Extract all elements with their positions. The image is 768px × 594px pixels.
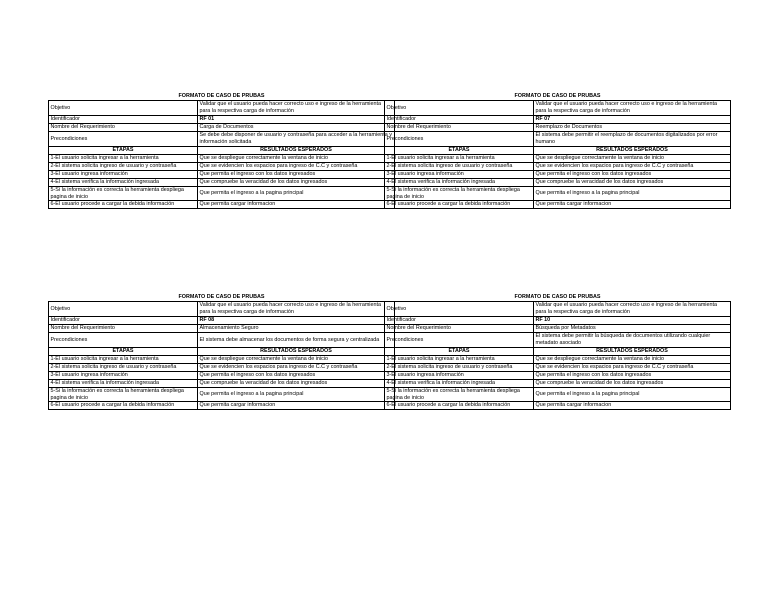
test-case-card <box>48 93 394 209</box>
expected-result-text: Que permita el ingreso a la pagina principal <box>198 187 395 201</box>
step-text: 1-El usuario solicita ingresar a la herramienta <box>385 155 534 163</box>
test-case-table <box>48 93 395 209</box>
expected-result-text: Que se despliegue correctamente la ventana de inicio <box>198 155 395 163</box>
expected-result-text: Que permita cargar informacion <box>198 201 395 209</box>
requirement-row <box>49 325 395 333</box>
objective-value: Validar que el usuario pueda hacer correcto uso e ingreso de la herramienta para la respectiva carga de información <box>198 101 395 116</box>
requirement-row <box>49 124 395 132</box>
column-header-row <box>49 147 395 155</box>
step-text: 4-El sistema verifica la información ingresada <box>385 380 534 388</box>
expected-result-text: Que se despliegue correctamente la ventana de inicio <box>198 356 395 364</box>
objective-value: Validar que el usuario pueda hacer correcto uso e ingreso de la herramienta para la respectiva carga de información <box>534 101 731 116</box>
expected-result-text: Que permita el ingreso a la pagina principal <box>534 187 731 201</box>
test-case-card <box>384 294 730 410</box>
preconditions-value: El sistema debe permitir el reemplazo de documentos digitalizados por error humano <box>534 132 731 147</box>
objective-value: Validar que el usuario pueda hacer correcto uso e ingreso de la herramienta para la respectiva carga de información <box>198 302 395 317</box>
results-header: RESULTADOS ESPERADOS <box>534 348 731 356</box>
test-case-table <box>48 294 395 410</box>
identifier-row <box>49 116 395 124</box>
step-text: 4-El sistema verifica la información ingresada <box>49 179 198 187</box>
identifier-label: Identificador <box>385 317 534 325</box>
expected-result-text: Que permita el ingreso con los datos ingresados <box>198 171 395 179</box>
step-row <box>385 187 731 201</box>
identifier-row <box>49 317 395 325</box>
steps-header: ETAPAS <box>385 147 534 155</box>
step-row <box>385 364 731 372</box>
objective-label: Objetivo <box>49 101 198 116</box>
card-title: FORMATO DE CASO DE PRUBAS <box>49 294 395 302</box>
identifier-value: RF 07 <box>534 116 731 124</box>
expected-result-text: Que compruebe la veracidad de los datos ingresados <box>534 179 731 187</box>
step-row <box>385 163 731 171</box>
objective-label: Objetivo <box>385 302 534 317</box>
step-row <box>385 402 731 410</box>
step-row <box>385 155 731 163</box>
step-row <box>49 163 395 171</box>
preconditions-row <box>385 132 731 147</box>
requirement-value: Reemplazo de Documentos <box>534 124 731 132</box>
step-row <box>385 201 731 209</box>
preconditions-row <box>385 333 731 348</box>
requirement-label: Nombre del Requerimiento <box>49 124 198 132</box>
column-header-row <box>385 147 731 155</box>
requirement-label: Nombre del Requerimiento <box>385 325 534 333</box>
test-case-table <box>384 93 731 209</box>
step-text: 5-Si la información es correcta la herramienta despliega pagina de inicio <box>385 187 534 201</box>
expected-result-text: Que se evidencien los espacios para ingreso de C.C y contraseña <box>198 364 395 372</box>
objective-row <box>49 101 395 116</box>
step-text: 4-El sistema verifica la información ingresada <box>49 380 198 388</box>
expected-result-text: Que permita el ingreso a la pagina principal <box>198 388 395 402</box>
step-text: 1-El usuario solicita ingresar a la herramienta <box>49 155 198 163</box>
preconditions-row <box>49 333 395 348</box>
step-text: 1-El usuario solicita ingresar a la herramienta <box>49 356 198 364</box>
test-case-table <box>384 294 731 410</box>
objective-row <box>385 101 731 116</box>
expected-result-text: Que se despliegue correctamente la ventana de inicio <box>534 356 731 364</box>
step-text: 3-El usuario ingresa información <box>385 372 534 380</box>
step-text: 2-El sistema solicita ingreso de usuario y contraseña <box>49 163 198 171</box>
expected-result-text: Que permita el ingreso con los datos ingresados <box>534 171 731 179</box>
objective-label: Objetivo <box>385 101 534 116</box>
step-row <box>385 372 731 380</box>
expected-result-text: Que permita el ingreso con los datos ingresados <box>534 372 731 380</box>
requirement-row <box>385 124 731 132</box>
requirement-row <box>385 325 731 333</box>
steps-header: ETAPAS <box>385 348 534 356</box>
requirement-value: Almacenamiento Seguro <box>198 325 395 333</box>
card-title: FORMATO DE CASO DE PRUBAS <box>385 294 731 302</box>
requirement-label: Nombre del Requerimiento <box>49 325 198 333</box>
test-case-card <box>48 294 394 410</box>
identifier-value: RF 08 <box>198 317 395 325</box>
expected-result-text: Que permita el ingreso a la pagina principal <box>534 388 731 402</box>
step-row <box>385 356 731 364</box>
step-text: 5-Si la información es correcta la herramienta despliega pagina de inicio <box>49 388 198 402</box>
steps-header: ETAPAS <box>49 147 198 155</box>
step-text: 3-El usuario ingresa información <box>49 171 198 179</box>
results-header: RESULTADOS ESPERADOS <box>198 147 395 155</box>
requirement-value: Búsqueda por Metadatos <box>534 325 731 333</box>
preconditions-label: Precondiciones <box>49 132 198 147</box>
step-row <box>49 155 395 163</box>
requirement-value: Carga de Documentos <box>198 124 395 132</box>
step-row <box>385 388 731 402</box>
column-header-row <box>385 348 731 356</box>
step-row <box>49 356 395 364</box>
step-row <box>49 179 395 187</box>
step-row <box>49 372 395 380</box>
step-row <box>385 179 731 187</box>
expected-result-text: Que permita cargar informacion <box>534 402 731 410</box>
results-header: RESULTADOS ESPERADOS <box>198 348 395 356</box>
step-text: 3-El usuario ingresa información <box>49 372 198 380</box>
title-row <box>385 294 731 302</box>
title-row <box>49 294 395 302</box>
identifier-row <box>385 116 731 124</box>
preconditions-label: Precondiciones <box>49 333 198 348</box>
step-text: 1-El usuario solicita ingresar a la herramienta <box>385 356 534 364</box>
step-text: 5-Si la información es correcta la herramienta despliega pagina de inicio <box>385 388 534 402</box>
objective-label: Objetivo <box>49 302 198 317</box>
expected-result-text: Que se despliegue correctamente la ventana de inicio <box>534 155 731 163</box>
expected-result-text: Que se evidencien los espacios para ingreso de C.C y contraseña <box>534 163 731 171</box>
expected-result-text: Que se evidencien los espacios para ingreso de C.C y contraseña <box>198 163 395 171</box>
step-row <box>49 402 395 410</box>
step-row <box>49 187 395 201</box>
step-text: 6-El usuario procede a cargar la debida información <box>385 201 534 209</box>
step-text: 6-El usuario procede a cargar la debida información <box>49 201 198 209</box>
step-row <box>49 364 395 372</box>
column-header-row <box>49 348 395 356</box>
step-text: 2-El sistema solicita ingreso de usuario y contraseña <box>385 163 534 171</box>
expected-result-text: Que permita cargar informacion <box>534 201 731 209</box>
identifier-value: RF 01 <box>198 116 395 124</box>
results-header: RESULTADOS ESPERADOS <box>534 147 731 155</box>
steps-header: ETAPAS <box>49 348 198 356</box>
objective-value: Validar que el usuario pueda hacer correcto uso e ingreso de la herramienta para la respectiva carga de información <box>534 302 731 317</box>
requirement-label: Nombre del Requerimiento <box>385 124 534 132</box>
step-text: 5-Si la información es correcta la herramienta despliega pagina de inicio <box>49 187 198 201</box>
identifier-row <box>385 317 731 325</box>
expected-result-text: Que compruebe la veracidad de los datos ingresados <box>198 380 395 388</box>
step-text: 3-El usuario ingresa información <box>385 171 534 179</box>
identifier-value: RF 10 <box>534 317 731 325</box>
expected-result-text: Que compruebe la veracidad de los datos ingresados <box>534 380 731 388</box>
preconditions-value: El sistema debe permitir la búsqueda de documentos utilizando cualquier metadato asociado <box>534 333 731 348</box>
step-text: 6-El usuario procede a cargar la debida información <box>49 402 198 410</box>
identifier-label: Identificador <box>49 317 198 325</box>
step-text: 2-El sistema solicita ingreso de usuario y contraseña <box>385 364 534 372</box>
objective-row <box>385 302 731 317</box>
title-row <box>385 93 731 101</box>
card-title: FORMATO DE CASO DE PRUBAS <box>49 93 395 101</box>
title-row <box>49 93 395 101</box>
step-row <box>49 388 395 402</box>
step-row <box>385 171 731 179</box>
preconditions-value: Se debe debe disponer de usuario y contraseña para acceder a la herramienta y información solicitada <box>198 132 395 147</box>
expected-result-text: Que compruebe la veracidad de los datos ingresados <box>198 179 395 187</box>
preconditions-label: Precondiciones <box>385 132 534 147</box>
identifier-label: Identificador <box>49 116 198 124</box>
objective-row <box>49 302 395 317</box>
expected-result-text: Que permita el ingreso con los datos ingresados <box>198 372 395 380</box>
step-text: 4-El sistema verifica la información ingresada <box>385 179 534 187</box>
preconditions-row <box>49 132 395 147</box>
step-row <box>385 380 731 388</box>
step-text: 6-El usuario procede a cargar la debida información <box>385 402 534 410</box>
preconditions-label: Precondiciones <box>385 333 534 348</box>
test-case-card <box>384 93 730 209</box>
preconditions-value: El sistema debe almacenar los documentos de forma segura y centralizada <box>198 333 395 348</box>
step-text: 2-El sistema solicita ingreso de usuario y contraseña <box>49 364 198 372</box>
expected-result-text: Que permita cargar informacion <box>198 402 395 410</box>
step-row <box>49 201 395 209</box>
card-title: FORMATO DE CASO DE PRUBAS <box>385 93 731 101</box>
step-row <box>49 380 395 388</box>
expected-result-text: Que se evidencien los espacios para ingreso de C.C y contraseña <box>534 364 731 372</box>
identifier-label: Identificador <box>385 116 534 124</box>
step-row <box>49 171 395 179</box>
